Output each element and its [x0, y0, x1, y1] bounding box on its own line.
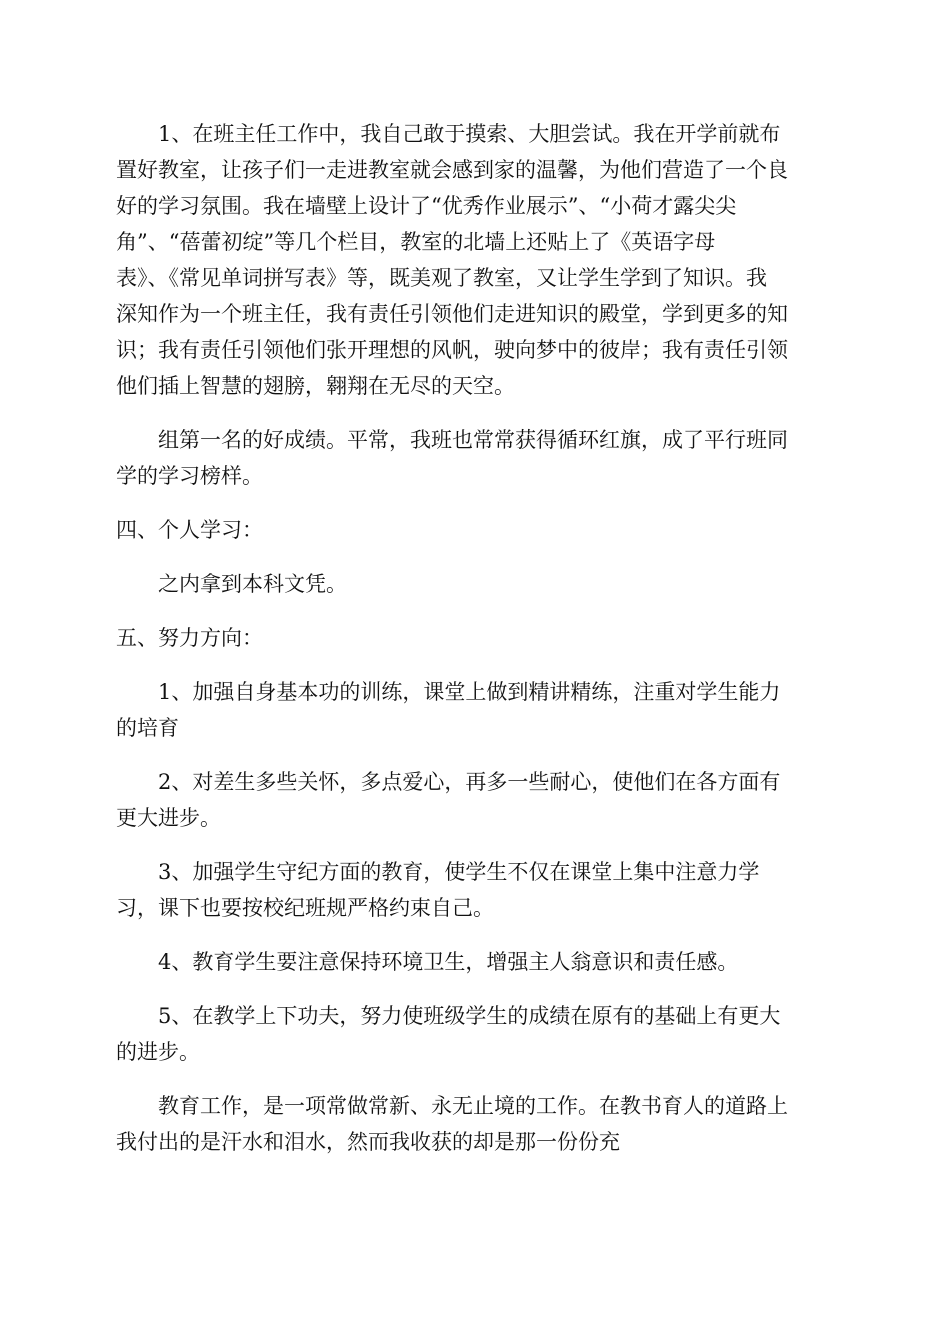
text-line: 更大进步。	[116, 806, 221, 830]
text-line: 五、努力方向：	[116, 626, 263, 650]
section-heading	[116, 620, 832, 656]
text-line: 1、加强自身基本功的训练，课堂上做到精讲精练，注重对学生能力	[158, 680, 781, 704]
document-body	[116, 116, 832, 1178]
text-line: 角”、“蓓蕾初绽”等几个栏目，教室的北墙上还贴上了《英语字母	[116, 230, 716, 254]
body-paragraph	[116, 998, 832, 1070]
text-line: 5、在教学上下功夫，努力使班级学生的成绩在原有的基础上有更大	[158, 1004, 781, 1028]
section-heading	[116, 512, 832, 548]
text-line: 1、在班主任工作中，我自己敢于摸索、大胆尝试。我在开学前就布	[158, 122, 781, 146]
text-line: 识；我有责任引领他们张开理想的风帆，驶向梦中的彼岸；我有责任引领	[116, 338, 788, 362]
body-paragraph	[116, 422, 832, 494]
text-line: 深知作为一个班主任，我有责任引领他们走进知识的殿堂，学到更多的知	[116, 302, 788, 326]
text-line: 之内拿到本科文凭。	[158, 572, 347, 596]
body-paragraph	[116, 566, 832, 602]
text-line: 四、个人学习：	[116, 518, 263, 542]
text-line: 他们插上智慧的翅膀，翱翔在无尽的天空。	[116, 374, 515, 398]
text-line: 习，课下也要按校纪班规严格约束自己。	[116, 896, 494, 920]
text-line: 组第一名的好成绩。平常，我班也常常获得循环红旗，成了平行班同	[158, 428, 788, 452]
text-line: 教育工作，是一项常做常新、永无止境的工作。在教书育人的道路上	[158, 1094, 788, 1118]
body-paragraph	[116, 1088, 832, 1160]
text-line: 4、教育学生要注意保持环境卫生，增强主人翁意识和责任感。	[158, 950, 739, 974]
text-line: 的培育	[116, 716, 179, 740]
text-line: 好的学习氛围。我在墙壁上设计了“优秀作业展示”、“小荷才露尖尖	[116, 194, 737, 218]
body-paragraph	[116, 674, 832, 746]
body-paragraph	[116, 854, 832, 926]
text-line: 置好教室，让孩子们一走进教室就会感到家的温馨，为他们营造了一个良	[116, 158, 788, 182]
text-line: 2、对差生多些关怀，多点爱心，再多一些耐心，使他们在各方面有	[158, 770, 781, 794]
text-line: 学的学习榜样。	[116, 464, 263, 488]
text-line: 表》、《常见单词拼写表》等，既美观了教室，又让学生学到了知识。我	[116, 266, 767, 290]
text-line: 我付出的是汗水和泪水，然而我收获的却是那一份份充	[116, 1130, 620, 1154]
text-line: 3、加强学生守纪方面的教育，使学生不仅在课堂上集中注意力学	[158, 860, 760, 884]
text-line: 的进步。	[116, 1040, 200, 1064]
body-paragraph	[116, 116, 832, 404]
body-paragraph	[116, 764, 832, 836]
body-paragraph	[116, 944, 832, 980]
